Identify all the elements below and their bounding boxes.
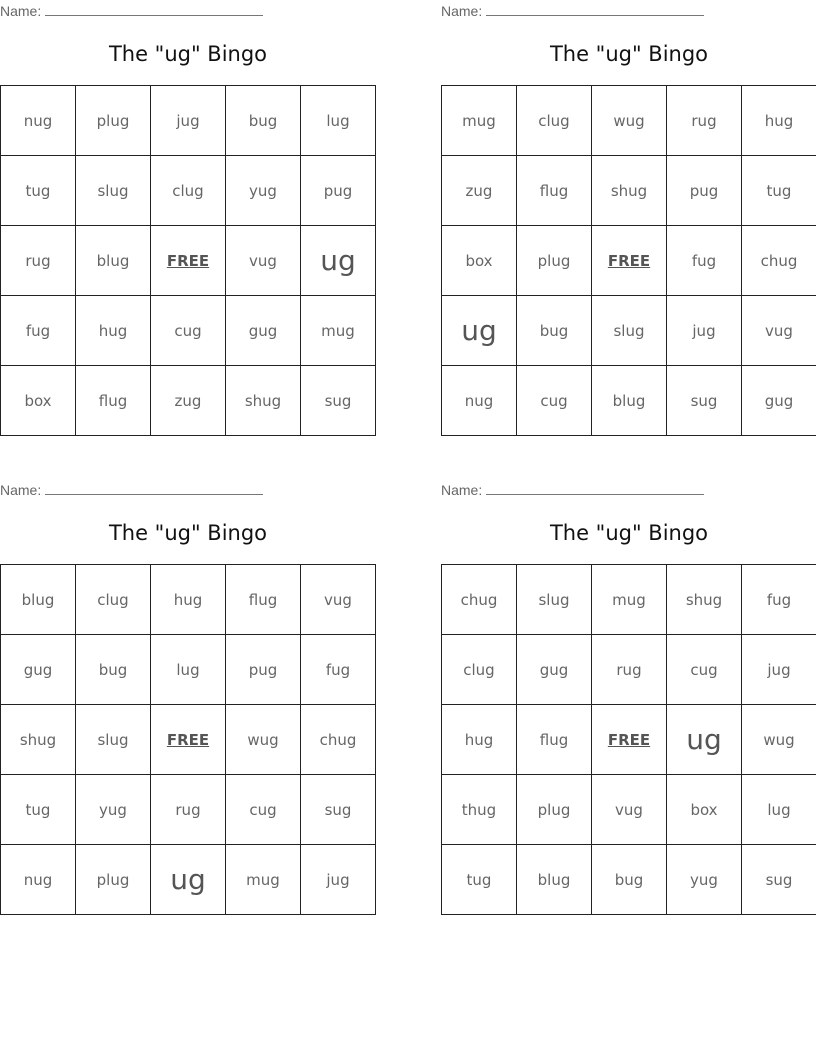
bingo-cell: box (442, 226, 517, 296)
bingo-cell: tug (742, 156, 816, 226)
grid-row (1, 775, 376, 845)
bingo-grid (0, 564, 376, 915)
bingo-cell: yug (226, 156, 301, 226)
bingo-cell: plug (76, 86, 151, 156)
bingo-cell: shug (667, 565, 742, 635)
free-space-cell: FREE (151, 226, 226, 296)
bingo-cell: flug (517, 705, 592, 775)
bingo-cell: blug (517, 845, 592, 915)
bingo-cell: lug (742, 775, 816, 845)
bingo-cell: hug (151, 565, 226, 635)
card-title: The "ug" Bingo (108, 42, 268, 66)
name-line (441, 481, 816, 499)
bingo-cell: nug (1, 845, 76, 915)
grid-row (442, 845, 816, 915)
bingo-cell: bug (592, 845, 667, 915)
bingo-cell: fug (667, 226, 742, 296)
grid-row (1, 156, 376, 226)
bingo-cell: chug (442, 565, 517, 635)
card-title: The "ug" Bingo (549, 42, 709, 66)
bingo-cell: flug (517, 156, 592, 226)
bingo-cell: sug (301, 775, 376, 845)
bingo-cell: hug (442, 705, 517, 775)
bingo-cell: mug (592, 565, 667, 635)
bingo-cell: box (667, 775, 742, 845)
name-blank (486, 482, 704, 495)
bingo-cell: jug (667, 296, 742, 366)
name-label: Name: (0, 3, 42, 19)
bingo-cell: gug (517, 635, 592, 705)
bingo-cell: flug (76, 366, 151, 436)
grid-row (1, 845, 376, 915)
grid-row (442, 86, 816, 156)
bingo-cell: jug (151, 86, 226, 156)
bingo-cell: hug (742, 86, 816, 156)
bingo-cell: bug (517, 296, 592, 366)
bingo-cell: wug (742, 705, 816, 775)
bingo-cell: mug (301, 296, 376, 366)
grid-row (1, 705, 376, 775)
name-line (0, 2, 376, 20)
grid-row (1, 565, 376, 635)
bingo-cell: cug (667, 635, 742, 705)
bingo-cell: ug (301, 226, 376, 296)
bingo-cell: nug (1, 86, 76, 156)
grid-row (442, 565, 816, 635)
bingo-cell: lug (301, 86, 376, 156)
bingo-cell: blug (592, 366, 667, 436)
card-title: The "ug" Bingo (108, 521, 268, 545)
bingo-cell: vug (742, 296, 816, 366)
name-line (0, 481, 376, 499)
name-label: Name: (441, 3, 483, 19)
bingo-cell: tug (442, 845, 517, 915)
bingo-cell: wug (592, 86, 667, 156)
bingo-cell: plug (517, 226, 592, 296)
bingo-cell: slug (517, 565, 592, 635)
bingo-cell: thug (442, 775, 517, 845)
bingo-cell: rug (151, 775, 226, 845)
name-blank (45, 3, 263, 16)
bingo-cell: rug (1, 226, 76, 296)
name-label: Name: (441, 482, 483, 498)
bingo-cell: zug (442, 156, 517, 226)
grid-row (1, 296, 376, 366)
bingo-cell: ug (151, 845, 226, 915)
bingo-cell: gug (1, 635, 76, 705)
bingo-cell: plug (76, 845, 151, 915)
bingo-cell: flug (226, 565, 301, 635)
bingo-card-2 (441, 2, 816, 410)
grid-row (442, 296, 816, 366)
bingo-cell: tug (1, 775, 76, 845)
bingo-cell: clug (442, 635, 517, 705)
bingo-cell: sug (301, 366, 376, 436)
bingo-cell: gug (742, 366, 816, 436)
bingo-grid (441, 85, 816, 436)
free-space-cell: FREE (592, 705, 667, 775)
bingo-card-1 (0, 2, 376, 410)
bingo-cell: slug (76, 156, 151, 226)
grid-row (1, 635, 376, 705)
bingo-cell: fug (742, 565, 816, 635)
bingo-cell: fug (1, 296, 76, 366)
bingo-cell: pug (667, 156, 742, 226)
bingo-cell: shug (226, 366, 301, 436)
bingo-cell: jug (742, 635, 816, 705)
grid-row (1, 366, 376, 436)
free-space-cell: FREE (592, 226, 667, 296)
bingo-cell: vug (301, 565, 376, 635)
bingo-cell: cug (226, 775, 301, 845)
bingo-card-3 (0, 481, 376, 896)
bingo-cell: jug (301, 845, 376, 915)
bingo-cell: wug (226, 705, 301, 775)
bingo-cell: slug (592, 296, 667, 366)
bingo-grid (441, 564, 816, 915)
free-space-cell: FREE (151, 705, 226, 775)
bingo-cell: zug (151, 366, 226, 436)
bingo-cell: clug (517, 86, 592, 156)
bingo-cell: pug (226, 635, 301, 705)
grid-row (442, 635, 816, 705)
bingo-cell: mug (442, 86, 517, 156)
bingo-card-4 (441, 481, 816, 889)
bingo-cell: cug (517, 366, 592, 436)
bingo-cell: sug (667, 366, 742, 436)
bingo-cell: lug (151, 635, 226, 705)
grid-row (442, 775, 816, 845)
bingo-cell: sug (742, 845, 816, 915)
bingo-cell: ug (667, 705, 742, 775)
bingo-cell: shug (592, 156, 667, 226)
bingo-cell: bug (226, 86, 301, 156)
bingo-cell: plug (517, 775, 592, 845)
bingo-cell: clug (151, 156, 226, 226)
bingo-cell: fug (301, 635, 376, 705)
card-title: The "ug" Bingo (549, 521, 709, 545)
bingo-cell: rug (592, 635, 667, 705)
grid-row (442, 705, 816, 775)
bingo-cell: gug (226, 296, 301, 366)
bingo-cell: mug (226, 845, 301, 915)
bingo-cell: clug (76, 565, 151, 635)
name-label: Name: (0, 482, 42, 498)
name-blank (486, 3, 704, 16)
bingo-grid (0, 85, 376, 436)
bingo-cell: tug (1, 156, 76, 226)
bingo-cell: ug (442, 296, 517, 366)
bingo-cell: hug (76, 296, 151, 366)
bingo-cell: chug (301, 705, 376, 775)
bingo-cell: yug (667, 845, 742, 915)
bingo-cell: rug (667, 86, 742, 156)
grid-row (1, 86, 376, 156)
bingo-cell: blug (1, 565, 76, 635)
grid-row (442, 366, 816, 436)
grid-row (1, 226, 376, 296)
bingo-cell: blug (76, 226, 151, 296)
bingo-cell: nug (442, 366, 517, 436)
bingo-cell: cug (151, 296, 226, 366)
bingo-cell: slug (76, 705, 151, 775)
bingo-cell: pug (301, 156, 376, 226)
bingo-cell: chug (742, 226, 816, 296)
grid-row (442, 156, 816, 226)
name-line (441, 2, 816, 20)
bingo-cell: vug (592, 775, 667, 845)
grid-row (442, 226, 816, 296)
bingo-cell: box (1, 366, 76, 436)
bingo-cell: yug (76, 775, 151, 845)
bingo-cell: shug (1, 705, 76, 775)
name-blank (45, 482, 263, 495)
bingo-cell: bug (76, 635, 151, 705)
bingo-cell: vug (226, 226, 301, 296)
